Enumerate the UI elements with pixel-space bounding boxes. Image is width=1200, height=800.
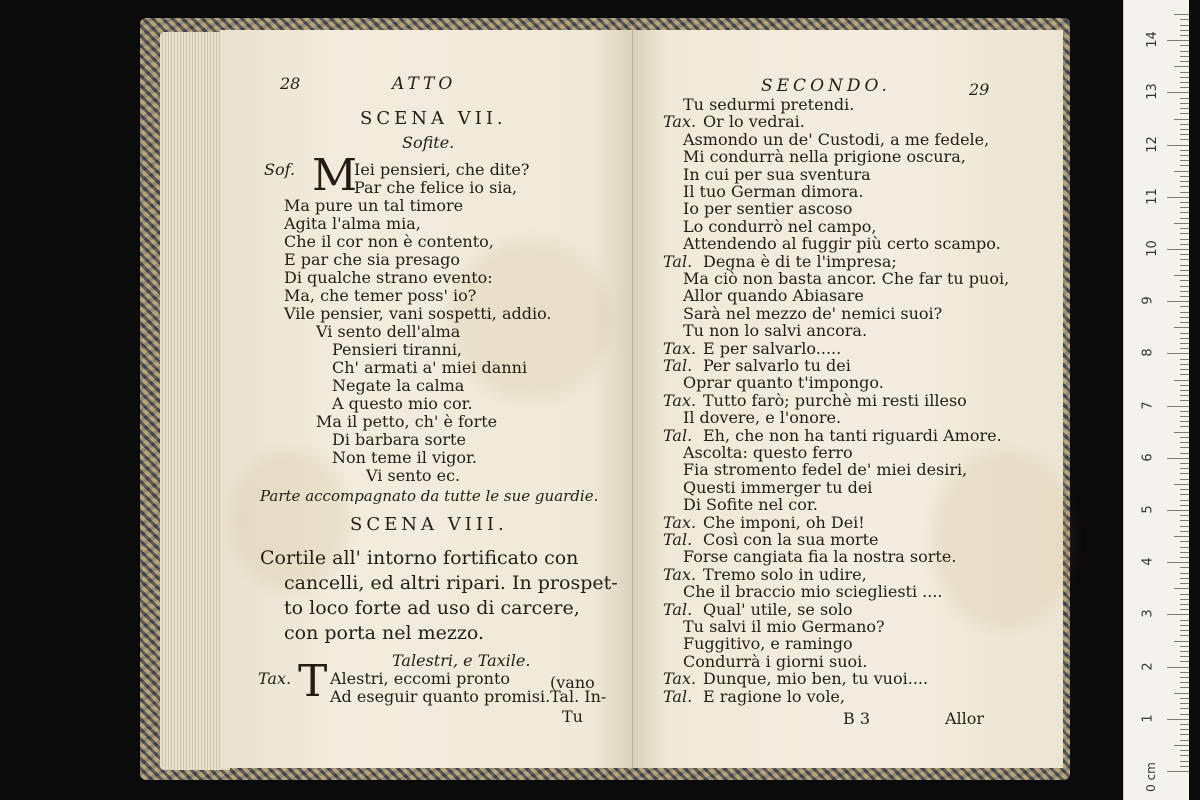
ruler-tick [1180,526,1189,527]
ruler-tick [1180,218,1189,219]
verse-line: A questo mio cor. [332,394,473,413]
verse-line: Pensieri tiranni, [332,340,463,359]
ruler-tick [1180,416,1189,417]
verse-line: Fuggitivo, e ramingo [683,634,853,654]
ruler-tick [1180,364,1189,365]
ruler-tick [1180,426,1189,427]
ruler-tick [1180,82,1189,83]
verse-line: Il dovere, e l'onore. [683,408,842,428]
ruler-tick [1180,661,1189,662]
ruler-tick [1180,677,1189,678]
scene-description-line: cancelli, ed altri ripari. In prospet- [284,572,618,594]
verse-line: Par che felice io sia, [354,178,518,197]
ruler-tick [1180,113,1189,114]
ruler-tick [1180,233,1189,234]
ruler-tick [1180,552,1189,553]
ruler-tick [1174,327,1189,328]
ruler-tick [1167,771,1189,772]
ruler-tick [1180,212,1189,213]
ruler-tick [1180,729,1189,730]
verse-line: Non teme il vigor. [332,448,477,467]
ruler-tick [1180,239,1189,240]
verse-line: Tu sedurmi pretendi. [683,95,855,114]
ruler-tick [1180,87,1189,88]
ruler-tick [1174,745,1189,746]
ruler-tick [1180,359,1189,360]
ruler-tick [1180,620,1189,621]
ruler-tick [1167,145,1189,146]
ruler-tick [1180,312,1189,313]
ruler-tick [1180,176,1189,177]
ruler-tick [1180,385,1189,386]
ruler-tick [1180,547,1189,548]
ruler-tick [1180,703,1189,704]
page-number: 29 [969,80,990,99]
ruler-tick [1180,390,1189,391]
speaker-label: Tax. [663,564,697,584]
scene-description-line: con porta nel mezzo. [284,622,485,644]
ruler-tick [1180,139,1189,140]
verse-line: Mi condurrà nella prigione oscura, [683,147,966,167]
ruler-tick [1180,740,1189,741]
ruler-tick [1180,646,1189,647]
left-page [220,30,633,768]
ruler-tick [1180,479,1189,480]
verse-line: Tu salvi il mio Germano? [683,617,885,636]
ruler-tick [1174,536,1189,537]
verse-line: Fia stromento fedel de' miei desiri, [683,460,968,480]
ruler-tick [1180,124,1189,125]
ruler-tick [1180,343,1189,344]
scene-description-line: to loco forte ad uso di carcere, [284,597,580,619]
speaker-label: Tal. [663,251,693,271]
verse-line: In cui per sua sventura [683,164,871,184]
ruler-tick [1180,228,1189,229]
ruler-tick [1180,583,1189,584]
ruler-tick [1167,614,1189,615]
ruler-number: 2 [1140,661,1156,671]
ruler-tick [1167,562,1189,563]
verse-line: Attendendo al fuggir più certo scampo. [683,234,1001,254]
verse-line: Ch' armati a' miei danni [332,358,528,377]
ruler-tick [1180,19,1189,20]
verse-line: Ma il petto, ch' è forte [316,412,498,431]
ruler-tick [1180,515,1189,516]
speaker-label: Sof. [264,160,296,179]
ruler-tick [1174,171,1189,172]
ruler-tick [1180,682,1189,683]
speaker-label: Tal. [663,686,693,706]
verse-line: Negate la calma [332,376,465,395]
ruler-tick [1174,432,1189,433]
ruler-tick [1174,380,1189,381]
ruler-tick [1180,306,1189,307]
ruler-tick [1180,651,1189,652]
ruler-number: 14 [1144,31,1160,48]
verse-line: Allor quando Abiasare [683,286,864,306]
ruler-tick [1167,40,1189,41]
ruler-tick [1180,45,1189,46]
ruler-number: 13 [1144,83,1160,101]
verse-line: Vi sento ec. [366,466,461,485]
ruler-tick [1180,708,1189,709]
ruler-tick [1180,505,1189,506]
ruler-tick [1180,400,1189,401]
ruler-number: 10 [1144,240,1160,257]
ruler-tick [1180,687,1189,688]
ruler-tick [1180,317,1189,318]
verse-line: Vile pensier, vani sospetti, addio. [284,304,552,323]
ruler-unit: 0 cm [1143,762,1158,792]
ruler-tick [1180,244,1189,245]
ruler-number: 9 [1140,296,1156,305]
ruler-tick [1180,134,1189,135]
ruler-tick [1174,223,1189,224]
ruler-tick [1180,160,1189,161]
verse-line: Ad eseguir quanto promisi. [330,687,551,706]
ruler-number: 6 [1140,453,1156,462]
ruler-number: 11 [1144,188,1160,205]
ruler-tick [1180,609,1189,610]
measurement-ruler [1123,0,1189,800]
ruler-tick [1167,353,1189,354]
ruler-tick [1167,510,1189,511]
ruler-tick [1180,56,1189,57]
verse-line: Tu non lo salvi ancora. [683,321,868,341]
ruler-tick [1174,14,1189,15]
ruler-tick [1180,599,1189,600]
ruler-tick [1180,286,1189,287]
ruler-tick [1174,693,1189,694]
ruler-tick [1180,259,1189,260]
speaker-label: Tal. [663,530,693,549]
verse-line: Così con la sua morte [703,530,879,549]
verse-line: Dunque, mio ben, tu vuoi.... [703,669,929,689]
speaker-label: Tal. [663,356,693,375]
ruler-tick [1180,604,1189,605]
ruler-tick [1180,30,1189,31]
catchword: Tu [562,707,583,726]
ruler-tick [1174,66,1189,67]
verse-line: Sarà nel mezzo de' nemici suoi? [683,303,943,323]
ruler-tick [1174,275,1189,276]
ruler-tick [1167,406,1189,407]
ruler-tick [1180,750,1189,751]
ruler-tick [1180,25,1189,26]
ruler-tick [1180,473,1189,474]
verse-line: Forse cangiata fia la nostra sorte. [683,547,957,567]
ruler-tick [1180,202,1189,203]
ruler-tick [1180,672,1189,673]
ruler-tick [1180,374,1189,375]
ruler-tick [1180,698,1189,699]
ruler-tick [1180,322,1189,323]
ruler-tick [1180,155,1189,156]
signature-mark: B 3 [843,709,871,728]
verse-line: Di barbara sorte [332,430,466,449]
ruler-tick [1167,667,1189,668]
ruler-tick [1180,395,1189,396]
ruler-tick [1180,468,1189,469]
ruler-tick [1174,641,1189,642]
ruler-tick [1180,656,1189,657]
verse-line: Tutto farò; purchè mi resti illeso [703,390,967,410]
verse-line: Ascolta: questo ferro [683,443,853,462]
ruler-tick [1180,291,1189,292]
speaker-label: Tax. [663,390,697,410]
verse-line: Oprar quanto t'impongo. [683,373,884,393]
ruler-tick [1180,635,1189,636]
ruler-tick [1180,463,1189,464]
ruler-tick [1180,453,1189,454]
speaker-label: Tax. [663,669,697,689]
verse-line: E ragione lo vole, [703,686,845,706]
ruler-number: 7 [1140,400,1156,410]
ruler-tick [1174,119,1189,120]
ruler-tick [1180,557,1189,558]
verse-line: Or lo vedrai. [703,112,805,132]
ruler-tick [1180,103,1189,104]
verse-line: Agita l'alma mia, [284,214,421,233]
ruler-tick [1180,369,1189,370]
ruler-tick [1180,761,1189,762]
verse-line: Che il cor non è contento, [284,232,494,251]
verse-line: Ma, che temer poss' io? [284,286,477,305]
ruler-tick [1180,296,1189,297]
ruler-tick [1180,734,1189,735]
scene-title: SCENA VIII. [350,514,508,535]
page-number: 28 [280,74,301,93]
ruler-tick [1167,719,1189,720]
ruler-tick [1180,181,1189,182]
verse-line: Che il braccio mio sciegliesti .... [683,582,943,602]
running-head: SECONDO. [761,76,891,96]
verse-line: Che imponi, oh Dei! [703,512,865,532]
ruler-tick [1180,72,1189,73]
ruler-tick [1180,333,1189,334]
ruler-tick [1167,197,1189,198]
ruler-number: 3 [1140,609,1156,619]
ruler-tick [1180,573,1189,574]
ruler-number: 4 [1140,557,1156,566]
stage-direction: Parte accompagnato da tutte le sue guardie. [260,487,599,505]
ruler-tick [1180,714,1189,715]
ruler-tick [1180,421,1189,422]
ruler-tick [1180,192,1189,193]
speaker-label: Tal. [663,599,693,619]
verse-line: Condurrà i giorni suoi. [683,651,868,671]
character-list: Talestri, e Taxile. [392,651,531,670]
ruler-tick [1180,724,1189,725]
ruler-tick [1180,578,1189,579]
ruler-tick [1167,301,1189,302]
ruler-tick [1180,165,1189,166]
ruler-tick [1180,270,1189,271]
verse-line: Io per sentier ascoso [683,199,853,219]
ruler-tick [1180,265,1189,266]
verse-line: Alestri, eccomi pronto [330,669,511,688]
ruler-tick [1180,98,1189,99]
right-page [633,30,1063,768]
ruler-tick [1180,338,1189,339]
ruler-tick [1174,484,1189,485]
verse-line: Degna è di te l'impresa; [703,251,897,271]
ruler-tick [1180,150,1189,151]
ruler-tick [1180,520,1189,521]
verse-line: Lo condurrò nel campo, [683,216,877,236]
catchword: Allor [945,709,985,728]
ruler-tick [1180,207,1189,208]
speaker-label: Tax. [663,512,697,532]
ruler-tick [1180,186,1189,187]
speaker-label: Tal. [663,425,693,445]
ruler-tick [1180,35,1189,36]
ruler-tick [1167,92,1189,93]
ruler-tick [1180,108,1189,109]
ruler-tick [1174,588,1189,589]
ruler-tick [1180,442,1189,443]
ruler-tick [1180,500,1189,501]
verse-line: Di qualche strano evento: [284,268,493,287]
verse-line: E per salvarlo..... [703,338,842,358]
ruler-tick [1180,594,1189,595]
verse-line: Iei pensieri, che dite? [354,160,530,179]
inline-speaker: Tal. In- [550,687,607,706]
verse-line: Ma ciò non basta ancor. Che far tu puoi, [683,269,1010,288]
verse-line: Il tuo German dimora. [683,182,864,201]
ruler-tick [1167,458,1189,459]
ruler-tick [1180,280,1189,281]
speaker-label: Tax. [258,669,292,688]
verse-line: Per salvarlo tu dei [703,356,851,375]
speaker-label: Tax. [663,338,697,358]
verse-line: Tremo solo in udire, [703,564,867,584]
ruler-tick [1180,489,1189,490]
ruler-tick [1180,755,1189,756]
ruler-tick [1180,437,1189,438]
verse-line: Qual' utile, se solo [703,599,853,619]
verse-line: Vi sento dell'alma [316,322,461,341]
overflow-word: (vano [550,673,595,692]
verse-line: Questi immerger tu dei [683,477,873,497]
verse-line: Ma pure un tal timore [284,196,464,215]
ruler-tick [1167,249,1189,250]
ruler-tick [1180,348,1189,349]
verse-line: Eh, che non ha tanti riguardi Amore. [703,425,1002,445]
ruler-tick [1180,567,1189,568]
ruler-tick [1180,61,1189,62]
ruler-tick [1180,766,1189,767]
ruler-tick [1180,630,1189,631]
ruler-number: 12 [1144,135,1160,153]
ruler-tick [1180,494,1189,495]
character-list: Sofite. [402,133,455,152]
drop-cap: M [312,150,358,201]
speaker-label: Tax. [663,112,697,132]
verse-line: Asmondo un de' Custodi, a me fedele, [683,129,990,149]
ruler-number: 1 [1140,714,1156,723]
ruler-tick [1180,51,1189,52]
verse-line: Di Sofite nel cor. [683,495,818,515]
drop-cap: T [298,656,328,707]
ruler-tick [1180,254,1189,255]
ruler-tick [1180,129,1189,130]
ruler-number: 8 [1140,348,1156,358]
ruler-tick [1180,447,1189,448]
scene-description-line: Cortile all' intorno fortificato con [260,547,579,569]
ruler-tick [1180,625,1189,626]
ruler-tick [1180,531,1189,532]
scene-title: SCENA VII. [360,108,507,129]
ruler-tick [1180,541,1189,542]
running-head: ATTO [392,74,457,94]
ruler-number: 5 [1140,505,1156,514]
ruler-tick [1180,411,1189,412]
verse-line: E par che sia presago [284,250,461,269]
ruler-tick [1180,77,1189,78]
